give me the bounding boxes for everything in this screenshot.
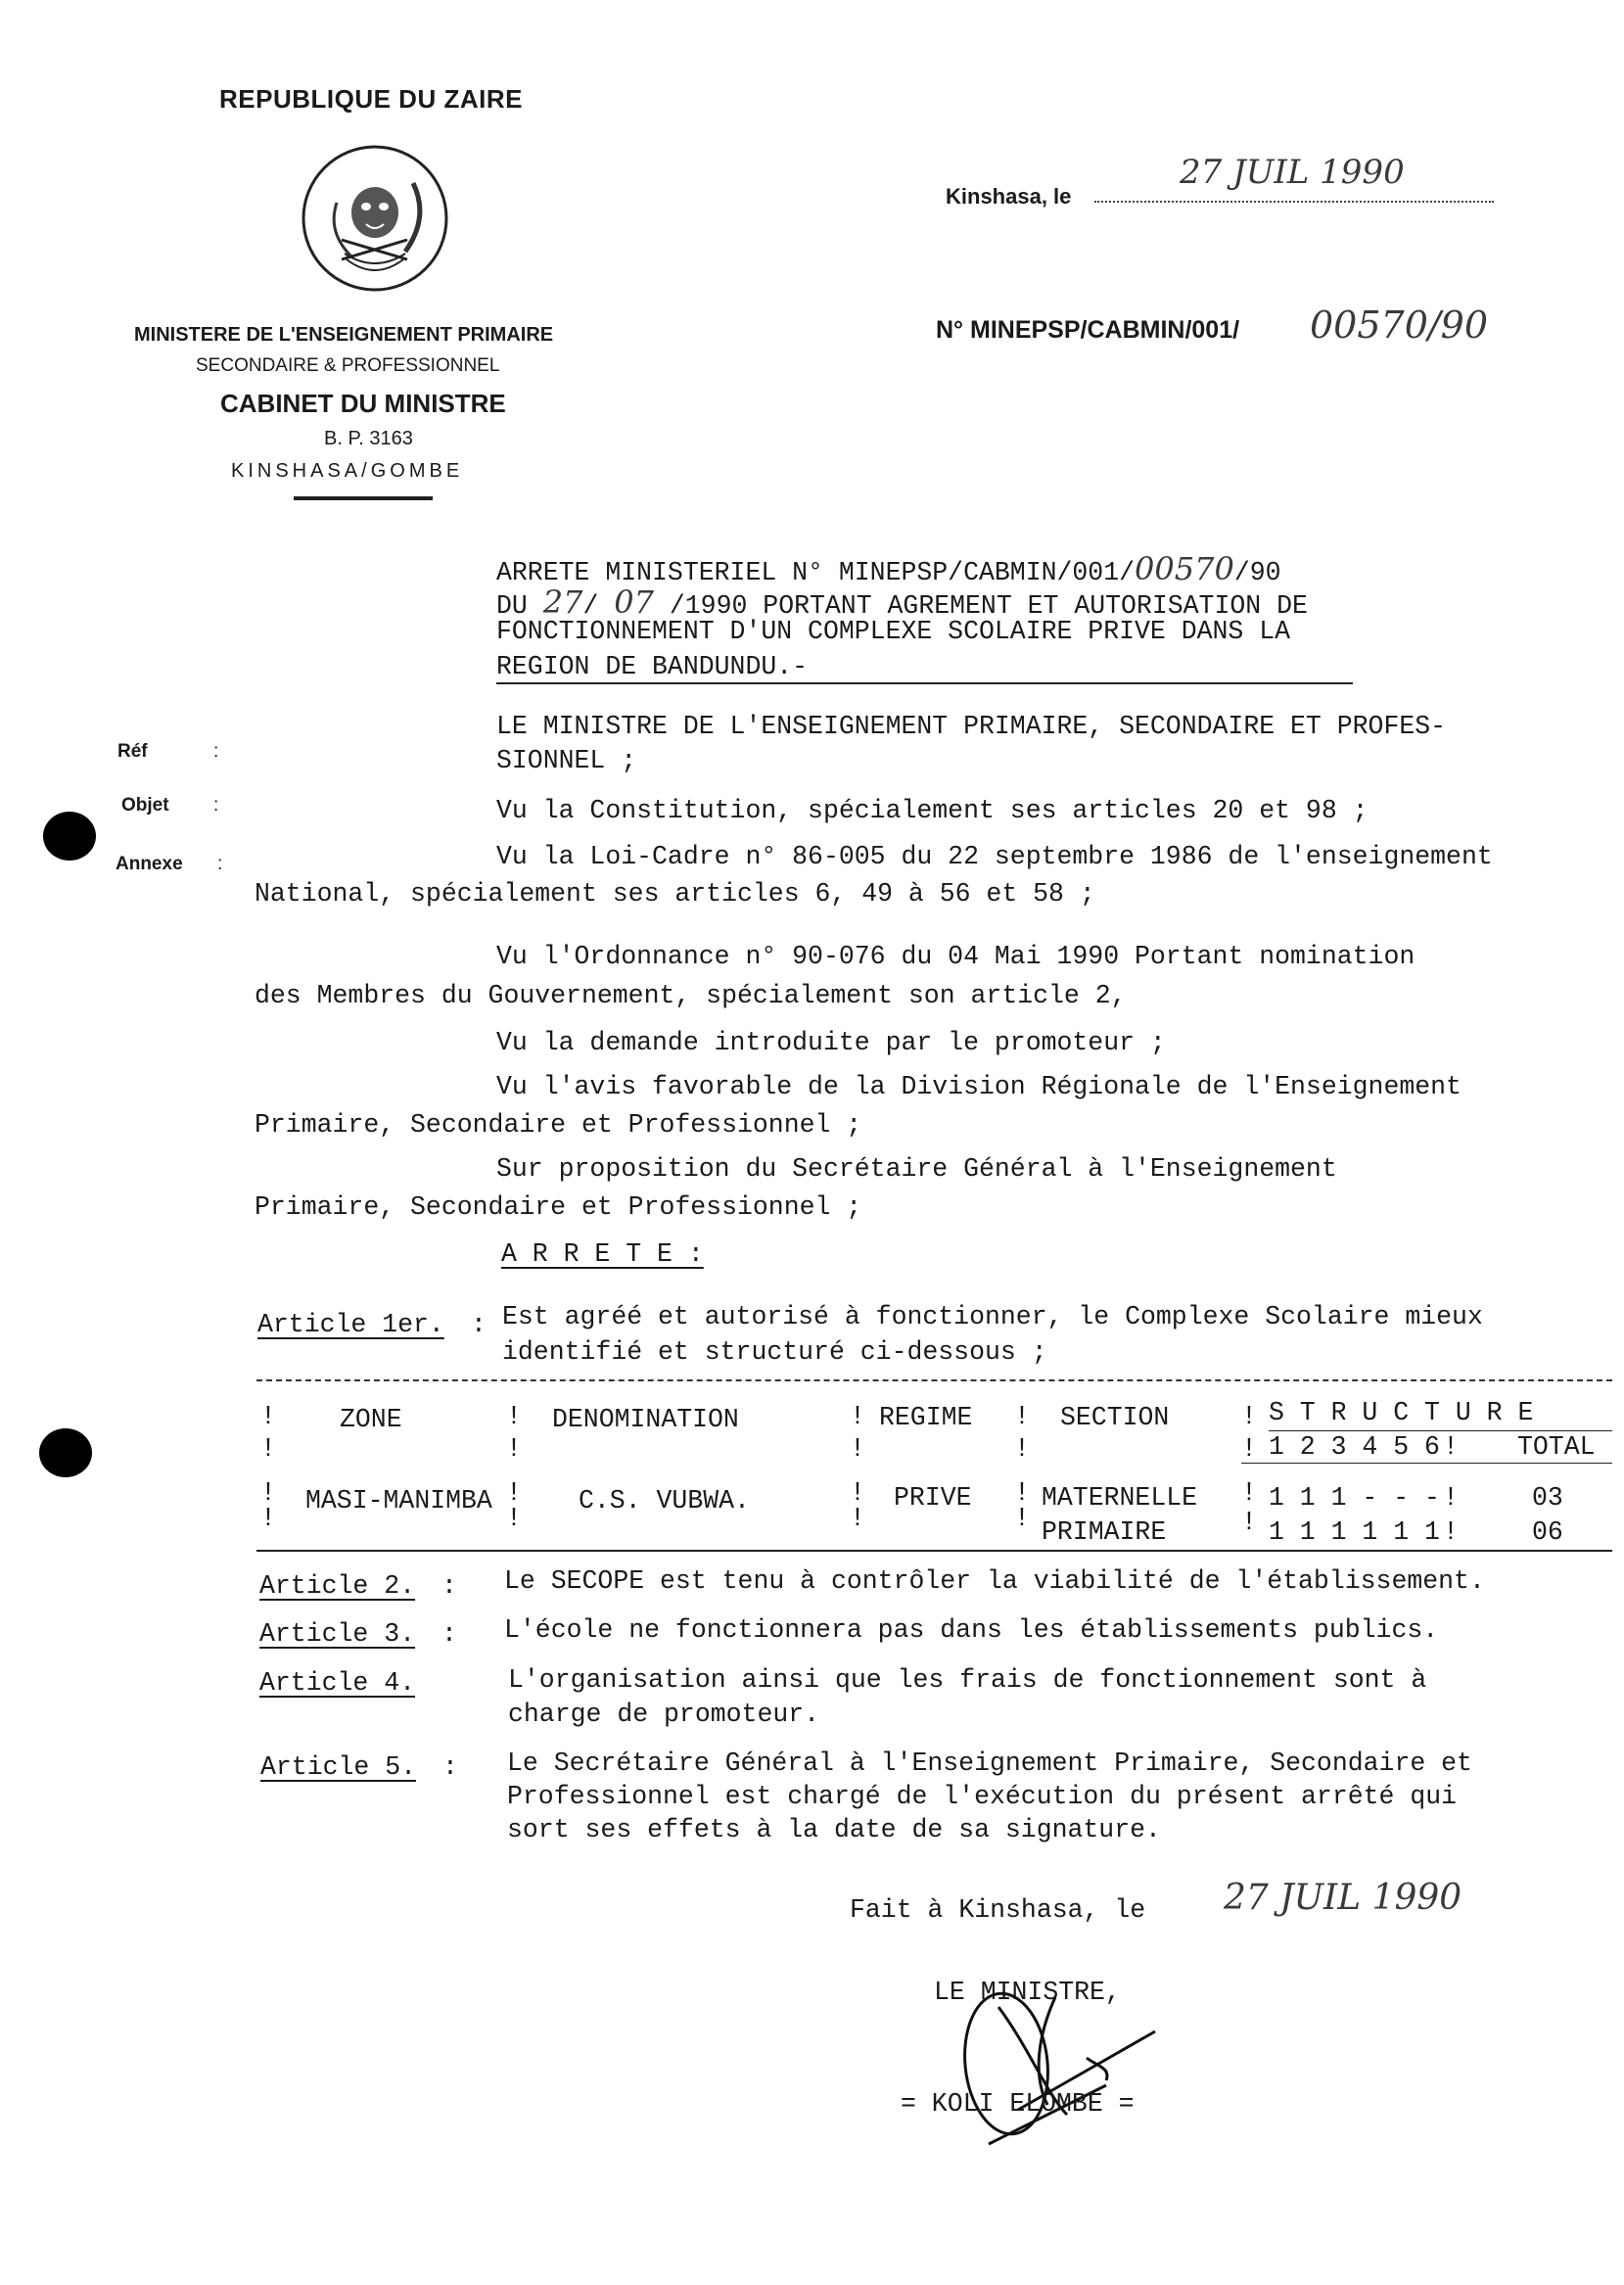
- header-grades: 1 2 3 4 5 6: [1269, 1432, 1440, 1462]
- vu-avis-line1: Vu l'avis favorable de la Division Régionale de l'Enseignement: [496, 1072, 1462, 1101]
- article-3-colon: :: [441, 1619, 457, 1649]
- table-bottom-rule: [256, 1550, 1612, 1552]
- handwritten-date: 27 JUIL 1990: [1180, 153, 1405, 192]
- title-line2-month: 07: [614, 583, 654, 621]
- row-structure-maternelle: 1 1 1 - - -: [1269, 1483, 1440, 1513]
- date-dotted-line: [1094, 201, 1494, 203]
- table-sep: !: [1241, 1434, 1257, 1464]
- article-5-label: Article 5.: [260, 1752, 417, 1782]
- minister-name: = KOLI ELOMBE =: [901, 2089, 1135, 2119]
- article-2-label: Article 2.: [259, 1571, 416, 1601]
- arrete-title-line4: REGION DE BANDUNDU.-: [496, 652, 809, 681]
- title-line1-prefix: ARRETE MINISTERIEL N° MINEPSP/CABMIN/001/: [496, 558, 1136, 587]
- arrete-title-line1: [496, 550, 1281, 587]
- cabinet-heading: CABINET DU MINISTRE: [220, 389, 506, 418]
- table-sep: !: [260, 1402, 276, 1431]
- sur-proposition-line1: Sur proposition du Secrétaire Général à l'Enseignement: [496, 1154, 1337, 1184]
- ministry-name-line1: MINISTERE DE L'ENSEIGNEMENT PRIMAIRE: [134, 324, 554, 346]
- title-line2-prefix: DU: [496, 591, 543, 621]
- table-sep: !: [850, 1504, 865, 1533]
- table-sep: !: [850, 1478, 865, 1508]
- header-regime: REGIME: [879, 1403, 973, 1432]
- article-2-colon: :: [441, 1571, 457, 1601]
- vu-demande: Vu la demande introduite par le promoteur ;: [496, 1028, 1166, 1057]
- place-date-label: Kinshasa, le: [946, 184, 1072, 209]
- table-sep: !: [1241, 1478, 1257, 1508]
- row-denomination: C.S. VUBWA.: [579, 1486, 750, 1516]
- table-sep: !: [1241, 1402, 1257, 1431]
- header-section: SECTION: [1060, 1403, 1170, 1432]
- handwritten-signature: [940, 1968, 1175, 2164]
- annexe-label: Annexe: [116, 854, 183, 874]
- article-1-text-line2: identifié et structuré ci-dessous ;: [502, 1337, 1047, 1367]
- article-5-text-line3: sort ses effets à la date de sa signature.: [507, 1815, 1161, 1844]
- article-5-colon: :: [442, 1752, 458, 1782]
- table-sep: !: [506, 1504, 522, 1533]
- table-sep: !: [1443, 1432, 1459, 1462]
- title-line1-handwritten: 00570: [1135, 550, 1234, 587]
- article-3-text: L'école ne fonctionnera pas dans les établissements publics.: [504, 1615, 1439, 1645]
- header-denomination: DENOMINATION: [552, 1405, 739, 1434]
- row-section-maternelle: MATERNELLE: [1042, 1483, 1198, 1513]
- vu-avis-line2: Primaire, Secondaire et Professionnel ;: [255, 1110, 862, 1140]
- article-4-text-line2: charge de promoteur.: [508, 1700, 820, 1729]
- row-total-primaire: 06: [1532, 1517, 1563, 1547]
- vu-loi-cadre-line2: National, spécialement ses articles 6, 49 à 56 et 58 ;: [255, 879, 1095, 909]
- article-5-text-line2: Professionnel est chargé de l'exécution du présent arrêté qui: [507, 1782, 1458, 1811]
- sur-proposition-line2: Primaire, Secondaire et Professionnel ;: [255, 1192, 862, 1222]
- address-underline: [294, 496, 433, 500]
- row-regime: PRIVE: [894, 1483, 972, 1513]
- ref-colon: :: [213, 741, 219, 762]
- table-sep: !: [1014, 1402, 1030, 1431]
- reference-number: N° MINEPSP/CABMIN/001/: [936, 316, 1240, 344]
- title-line1-suffix: /90: [1233, 558, 1281, 587]
- table-sep: !: [850, 1434, 865, 1464]
- table-sep: !: [506, 1478, 522, 1508]
- signature-date-handwritten: 27 JUIL 1990: [1224, 1878, 1462, 1918]
- fait-a-label: Fait à Kinshasa, le: [850, 1895, 1146, 1925]
- table-header-rule: [1241, 1463, 1612, 1464]
- minister-preamble-line2: SIONNEL ;: [496, 746, 637, 775]
- article-1-text-line1: Est agréé et autorisé à fonctionner, le Complexe Scolaire mieux: [502, 1302, 1483, 1331]
- table-sep: !: [1241, 1508, 1257, 1537]
- article-1-colon: :: [471, 1310, 487, 1339]
- city-address: KINSHASA/GOMBE: [231, 460, 464, 482]
- title-line2-suffix: /1990 PORTANT AGREMENT ET AUTORISATION DE: [653, 591, 1308, 621]
- table-sep: !: [850, 1402, 865, 1431]
- article-4-text-line1: L'organisation ainsi que les frais de fonctionnement sont à: [508, 1665, 1427, 1695]
- article-2-text: Le SECOPE est tenu à contrôler la viabilité de l'établissement.: [504, 1566, 1485, 1596]
- row-section-primaire: PRIMAIRE: [1042, 1517, 1167, 1547]
- title-line2-sep: /: [582, 591, 615, 621]
- table-sep: !: [1014, 1478, 1030, 1508]
- title-line2-day: 27: [542, 583, 583, 621]
- table-top-rule: [256, 1379, 1612, 1381]
- table-sep: !: [260, 1504, 276, 1533]
- row-structure-primaire: 1 1 1 1 1 1: [1269, 1517, 1440, 1547]
- po-box: B. P. 3163: [324, 428, 413, 449]
- annexe-colon: :: [217, 854, 223, 874]
- arrete-title-line3: FONCTIONNEMENT D'UN COMPLEXE SCOLAIRE PRIVE DANS LA: [496, 617, 1291, 646]
- punch-hole-bottom: [39, 1428, 92, 1477]
- structure-header-rule: [1269, 1430, 1612, 1431]
- minister-title: LE MINISTRE,: [934, 1978, 1121, 2007]
- row-total-maternelle: 03: [1532, 1483, 1563, 1513]
- ref-label: Réf: [117, 741, 148, 762]
- arrete-heading: A R R E T E :: [501, 1239, 704, 1269]
- vu-loi-cadre-line1: Vu la Loi-Cadre n° 86-005 du 22 septembre 1986 de l'enseignement: [496, 842, 1493, 871]
- punch-hole-top: [43, 812, 96, 861]
- table-sep: !: [260, 1478, 276, 1508]
- table-sep: !: [1443, 1483, 1459, 1513]
- table-sep: !: [1014, 1434, 1030, 1464]
- vu-constitution: Vu la Constitution, spécialement ses articles 20 et 98 ;: [496, 796, 1369, 825]
- vu-ordonnance-line1: Vu l'Ordonnance n° 90-076 du 04 Mai 1990 Portant nomination: [496, 942, 1415, 971]
- header-zone: ZONE: [340, 1405, 402, 1434]
- article-5-text-line1: Le Secrétaire Général à l'Enseignement Primaire, Secondaire et: [507, 1749, 1472, 1778]
- table-sep: !: [1014, 1504, 1030, 1533]
- header-total: TOTAL: [1517, 1432, 1596, 1462]
- header-structure: S T R U C T U R E: [1269, 1398, 1534, 1427]
- vu-ordonnance-line2: des Membres du Gouvernement, spécialement son article 2,: [255, 981, 1127, 1010]
- arrete-title-line2: [496, 583, 1308, 621]
- title-underline: [496, 682, 1353, 684]
- table-sep: !: [1443, 1517, 1459, 1547]
- table-sep: !: [260, 1434, 276, 1464]
- minister-preamble-line1: LE MINISTRE DE L'ENSEIGNEMENT PRIMAIRE, SECONDAIRE ET PROFES-: [496, 712, 1447, 741]
- table-sep: !: [506, 1434, 522, 1464]
- article-1-label: Article 1er.: [257, 1310, 444, 1339]
- ministry-name-line2: SECONDAIRE & PROFESSIONNEL: [196, 355, 500, 376]
- article-4-label: Article 4.: [259, 1668, 416, 1698]
- row-zone: MASI-MANIMBA: [305, 1486, 492, 1516]
- objet-label: Objet: [121, 795, 169, 816]
- reference-handwritten: 00570/90: [1310, 303, 1489, 347]
- table-sep: !: [506, 1402, 522, 1431]
- article-3-label: Article 3.: [259, 1619, 416, 1649]
- national-emblem: [298, 144, 452, 293]
- objet-colon: :: [213, 795, 219, 816]
- country-heading: REPUBLIQUE DU ZAIRE: [219, 84, 523, 114]
